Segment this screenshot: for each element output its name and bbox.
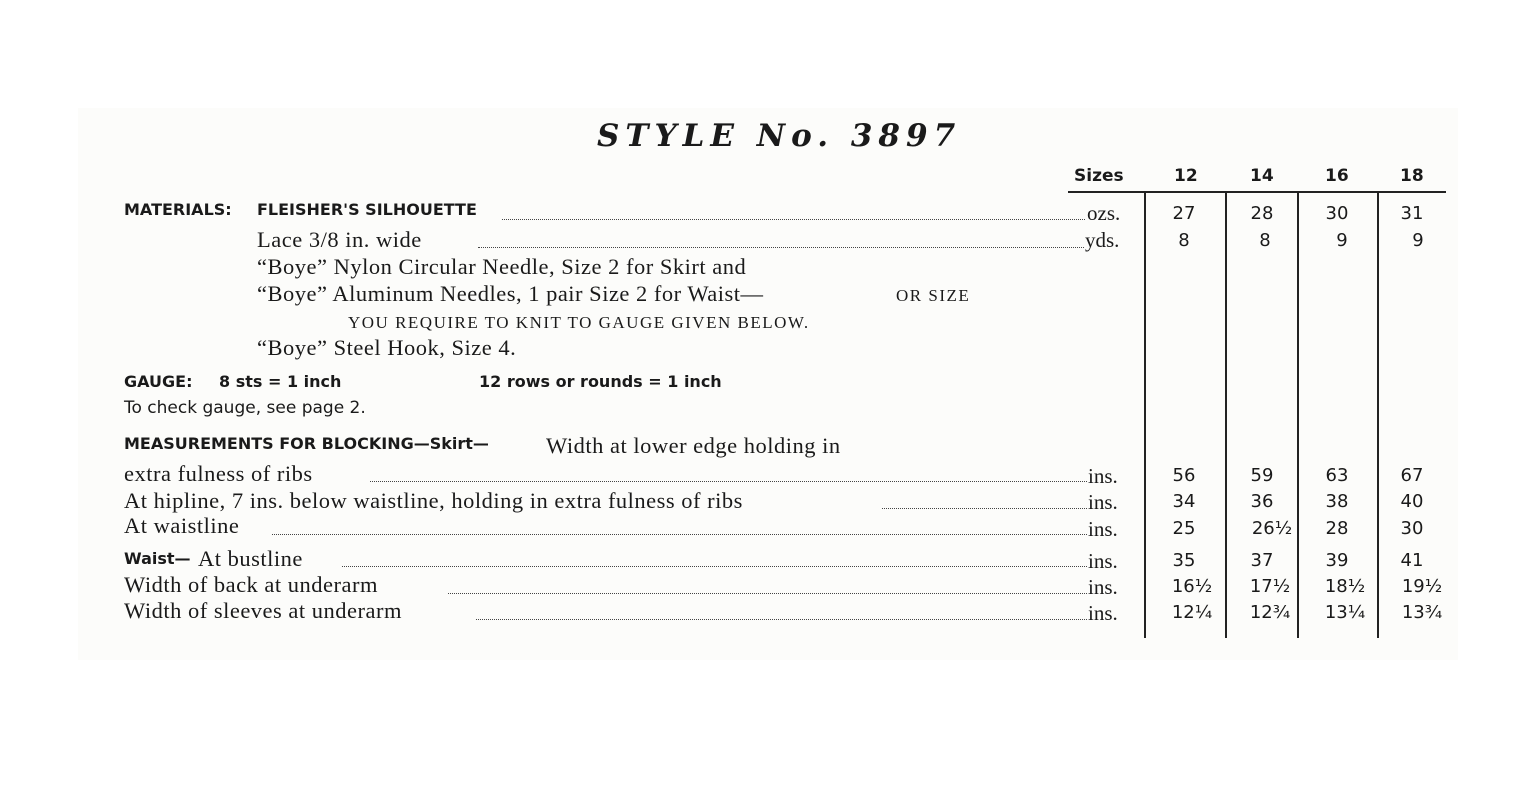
unit-label: ins. (1088, 517, 1118, 541)
unit-label: ins. (1088, 549, 1118, 573)
value-cell: 30 (1325, 203, 1349, 224)
value-cell: 28 (1250, 203, 1274, 224)
value-cell: 36 (1250, 491, 1274, 512)
yarn-name: FLEISHER'S SILHOUETTE (257, 200, 477, 219)
value-cell: 27 (1172, 203, 1196, 224)
leader-dots (502, 219, 1085, 220)
column-divider (1225, 193, 1227, 638)
value-cell: 8 (1259, 230, 1271, 251)
unit-label: ins. (1088, 464, 1118, 488)
value-cell: 19½ (1401, 576, 1443, 597)
measurement-label: extra fulness of ribs (124, 461, 313, 486)
value-cell: 9 (1412, 230, 1424, 251)
value-cell: 17½ (1249, 576, 1291, 597)
value-cell: 38 (1325, 491, 1349, 512)
unit-label: yds. (1085, 228, 1120, 252)
unit-label: ins. (1088, 601, 1118, 625)
value-cell: 63 (1325, 465, 1349, 486)
value-cell: 31 (1400, 203, 1424, 224)
measurements-label: MEASUREMENTS FOR BLOCKING—Skirt— (124, 434, 489, 453)
hook-line: “Boye” Steel Hook, Size 4. (257, 335, 517, 360)
value-cell: 34 (1172, 491, 1196, 512)
sizes-header: Sizes (1074, 166, 1124, 186)
value-cell: 12¼ (1171, 602, 1213, 623)
value-cell: 25 (1172, 518, 1196, 539)
value-cell: 13¾ (1401, 602, 1443, 623)
size-col-18: 18 (1400, 166, 1424, 186)
value-cell: 40 (1400, 491, 1424, 512)
value-cell: 35 (1172, 550, 1196, 571)
materials-label: MATERIALS: (124, 200, 232, 219)
unit-label: ozs. (1087, 201, 1121, 225)
lace-label: Lace 3/8 in. wide (257, 227, 422, 252)
leader-dots (476, 619, 1087, 620)
value-cell: 9 (1336, 230, 1348, 251)
leader-dots (478, 247, 1084, 248)
measurement-label: Width of sleeves at underarm (124, 598, 403, 623)
leader-dots (272, 534, 1087, 535)
value-cell: 59 (1250, 465, 1274, 486)
value-cell: 28 (1325, 518, 1349, 539)
size-col-12: 12 (1174, 166, 1198, 186)
gauge-rows: 12 rows or rounds = 1 inch (479, 372, 722, 391)
gauge-stitches: 8 sts = 1 inch (219, 372, 342, 391)
page-title: STYLE No. 3897 (597, 118, 962, 154)
leader-dots (370, 481, 1087, 482)
waist-label: Waist— (124, 549, 191, 568)
value-cell: 41 (1400, 550, 1424, 571)
leader-dots (882, 508, 1087, 509)
value-cell: 18½ (1324, 576, 1366, 597)
value-cell: 8 (1178, 230, 1190, 251)
size-col-14: 14 (1250, 166, 1274, 186)
unit-label: ins. (1088, 490, 1118, 514)
value-cell: 16½ (1171, 576, 1213, 597)
column-divider (1297, 193, 1299, 638)
leader-dots (342, 566, 1087, 567)
unit-label: ins. (1088, 575, 1118, 599)
gauge-check: To check gauge, see page 2. (124, 398, 366, 418)
value-cell: 67 (1400, 465, 1424, 486)
measurement-label: Width of back at underarm (124, 572, 379, 597)
leader-dots (448, 593, 1087, 594)
header-rule (1068, 191, 1446, 193)
measurement-label: At waistline (124, 513, 240, 538)
measurement-label: At hipline, 7 ins. below waistline, holding in extra fulness of ribs (124, 488, 743, 513)
column-divider (1377, 193, 1379, 638)
value-cell: 39 (1325, 550, 1349, 571)
needle-line-2-caps: OR SIZE (896, 286, 971, 305)
needle-line-2: “Boye” Aluminum Needles, 1 pair Size 2 for Waist— (257, 281, 764, 306)
value-cell: 26½ (1251, 518, 1293, 539)
measurement-label: At bustline (198, 546, 303, 571)
value-cell: 13¼ (1324, 602, 1366, 623)
gauge-label: GAUGE: (124, 372, 193, 391)
value-cell: 56 (1172, 465, 1196, 486)
needle-line-1: “Boye” Nylon Circular Needle, Size 2 for Skirt and (257, 254, 747, 279)
size-col-16: 16 (1325, 166, 1349, 186)
value-cell: 37 (1250, 550, 1274, 571)
needle-line-3: YOU REQUIRE TO KNIT TO GAUGE GIVEN BELOW. (348, 313, 810, 332)
value-cell: 30 (1400, 518, 1424, 539)
measurements-intro: Width at lower edge holding in (546, 433, 841, 458)
value-cell: 12¾ (1249, 602, 1291, 623)
column-divider (1144, 193, 1146, 638)
